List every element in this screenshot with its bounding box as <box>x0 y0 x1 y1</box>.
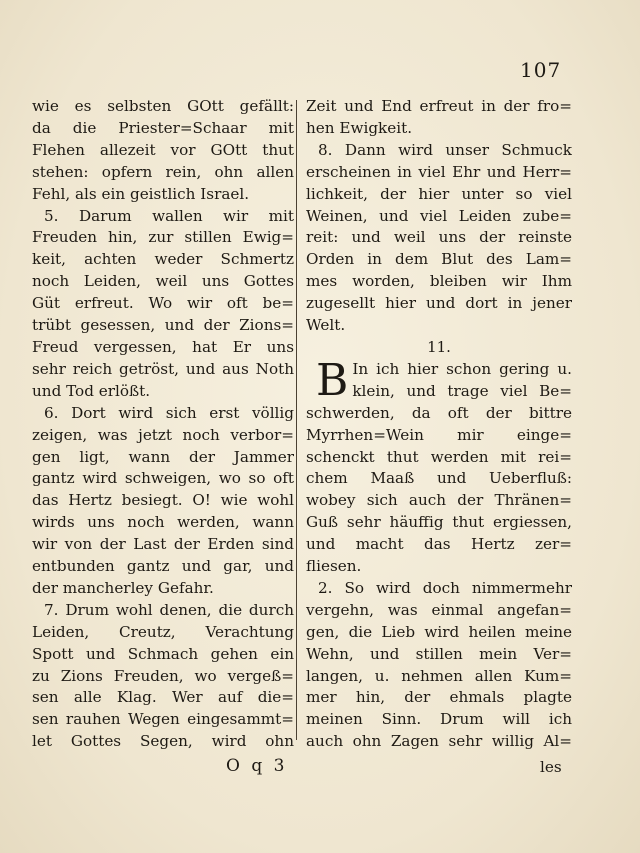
text-line: erscheinen in viel Ehr und Herr= <box>306 162 572 181</box>
text-line: und Tod erlößt. <box>32 381 151 400</box>
dropcap-paragraph <box>306 354 572 406</box>
text-line: 5. Darum wallen wir mit <box>44 206 294 225</box>
text-line: das Hertz besiegt. O! wie wohl <box>32 491 294 510</box>
signature-mark: O q 3 <box>226 756 288 776</box>
text-line: Freuden hin, zur stillen Ewig= <box>32 228 294 247</box>
text-line: schenckt thut werden mit rei= <box>306 447 572 466</box>
text-line: da die Priester=Schaar mit <box>32 118 294 137</box>
text-line: Flehen allezeit vor GOtt thut <box>32 140 294 159</box>
text-line: stehen: opfern rein, ohn allen <box>32 162 294 181</box>
text-line: lichkeit, der hier unter so viel <box>306 184 572 203</box>
dropcap-letter: B <box>316 354 349 406</box>
text-line: entbunden gantz und gar, und <box>32 557 294 576</box>
text-line: der mancherley Gefahr. <box>32 578 214 597</box>
text-line: Freud vergessen, hat Er uns <box>32 337 294 356</box>
text-line: sen rauhen Wegen eingesammt= <box>32 710 294 729</box>
text-line: 2. So wird doch nimmermehr <box>318 578 572 597</box>
text-line: reit: und weil uns der reinste <box>306 228 572 247</box>
text-line: keit, achten weder Schmertz <box>32 250 294 269</box>
dropcap-line: In ich hier schon gering u. <box>352 359 572 378</box>
text-line: hen Ewigkeit. <box>306 118 413 137</box>
text-line: Wehn, und stillen mein Ver= <box>306 644 572 663</box>
text-line: langen, u. nehmen allen Kum= <box>306 666 572 685</box>
text-line: Zeit und End erfreut in der fro= <box>306 97 572 115</box>
left-column <box>32 96 294 753</box>
text-line: zugesellt hier und dort in jener <box>306 294 572 313</box>
text-line: let Gottes Segen, wird ohn <box>32 732 294 751</box>
text-line: Fehl, als ein geistlich Israel. <box>32 184 250 203</box>
text-line: sehr reich getröst, und aus Noth <box>32 359 294 378</box>
text-line: wir von der Last der Erden sind <box>32 535 294 554</box>
text-line: gen, die Lieb wird heilen meine <box>306 622 572 641</box>
text-line: wirds uns noch werden, wann <box>32 513 294 532</box>
text-line: schwerden, da oft der bittre <box>306 403 572 422</box>
text-line: Myrrhen=Wein mir einge= <box>306 425 572 444</box>
text-line: mer hin, der ehmals plagte <box>306 688 572 707</box>
right-column-bottom-text <box>306 403 572 754</box>
column-divider <box>296 100 297 740</box>
text-line: mes worden, bleiben wir Ihm <box>306 272 572 291</box>
text-line: fliesen. <box>306 557 362 576</box>
text-line: wobey sich auch der Thränen= <box>306 491 572 510</box>
text-line: 7. Drum wohl denen, die durch <box>44 600 294 619</box>
text-line: meinen Sinn. Drum will ich <box>306 710 572 729</box>
text-line: sen alle Klag. Wer auf die= <box>32 688 294 707</box>
dropcap-line: klein, und trage viel Be= <box>352 381 572 400</box>
text-line: vergehn, was einmal angefan= <box>306 600 572 619</box>
right-column <box>306 96 572 753</box>
text-line: zu Zions Freuden, wo vergeß= <box>32 666 294 685</box>
text-line: Spott und Schmach gehen ein <box>32 644 294 663</box>
text-line: Orden in dem Blut des Lam= <box>306 250 572 269</box>
catchword: les <box>540 758 562 776</box>
text-line: 8. Dann wird unser Schmuck <box>318 140 572 159</box>
text-line: noch Leiden, weil uns Gottes <box>32 272 294 291</box>
text-line: trübt gesessen, und der Zions= <box>32 316 294 335</box>
text-line: Leiden, Creutz, Verachtung <box>32 622 294 641</box>
text-line: und macht das Hertz zer= <box>306 535 572 554</box>
right-column-top-text <box>306 96 572 337</box>
text-line: Welt. <box>306 316 346 335</box>
text-line: chem Maaß und Ueberfluß: <box>306 469 572 488</box>
text-line: wie es selbsten GOtt gefällt: <box>32 97 294 115</box>
text-line: gen ligt, wann der Jammer <box>32 447 294 466</box>
text-line: zeigen, was jetzt noch verbor= <box>32 425 294 444</box>
text-line: auch ohn Zagen sehr willig Al= <box>306 732 572 751</box>
text-line: gantz wird schweigen, wo so oft <box>32 469 294 488</box>
page-number: 107 <box>520 58 562 82</box>
text-line: Güt erfreut. Wo wir oft be= <box>32 294 294 313</box>
text-line: Weinen, und viel Leiden zube= <box>306 206 572 225</box>
section-number: 11. <box>427 337 451 356</box>
text-line: 6. Dort wird sich erst völlig <box>44 403 294 422</box>
text-line: Guß sehr häuffig thut ergiessen, <box>306 513 572 532</box>
